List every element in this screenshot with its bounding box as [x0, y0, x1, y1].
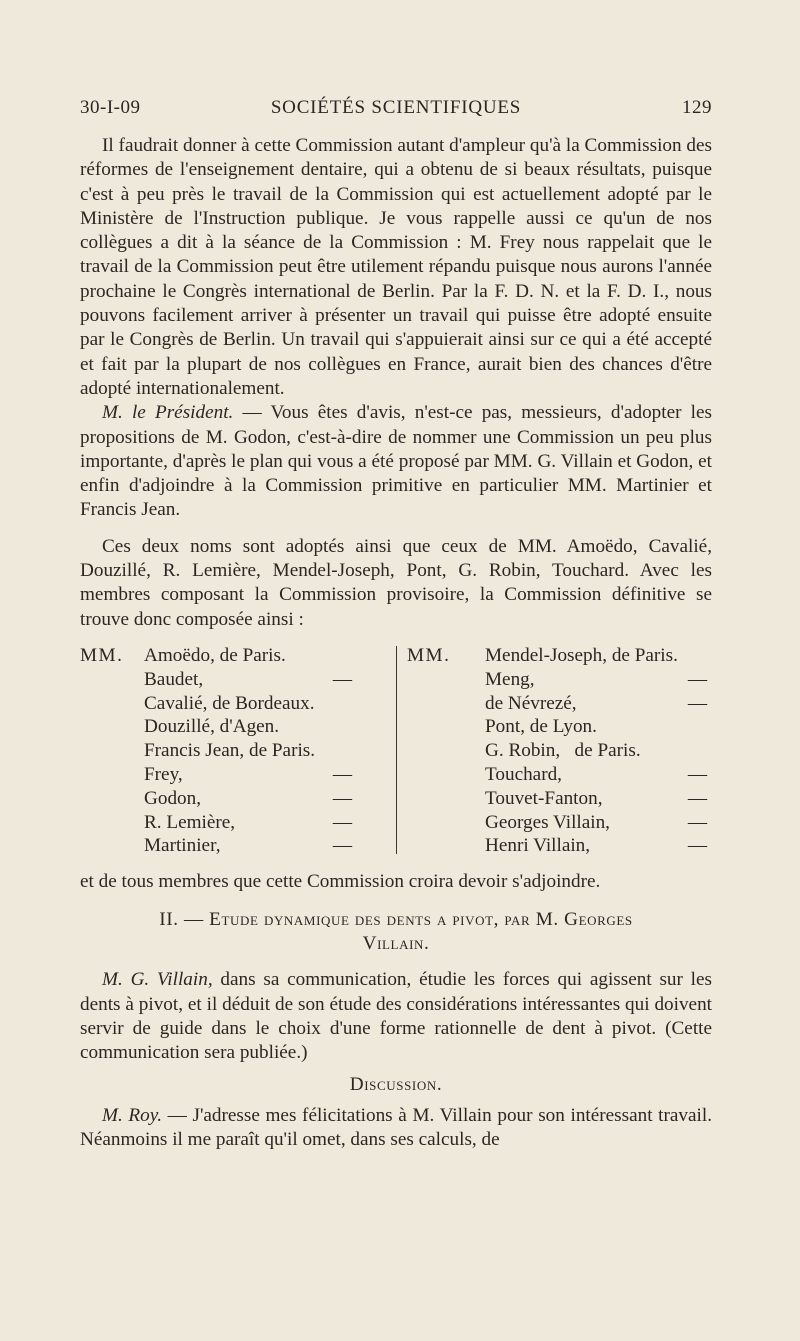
ditto-dash: — — [687, 763, 707, 785]
member-entry — [485, 787, 715, 811]
member-entry — [485, 668, 715, 692]
member-entry — [144, 715, 360, 739]
member-entry — [485, 834, 715, 858]
member-entry — [144, 787, 360, 811]
member-name: Francis Jean, de Paris. — [144, 740, 316, 762]
member-names-right — [485, 644, 715, 858]
ditto-dash: — — [687, 668, 707, 690]
member-name: Meng, — [485, 668, 535, 690]
ditto-dash: — — [687, 835, 707, 857]
member-entry — [144, 811, 360, 835]
member-name: G. Robin, de Paris. — [485, 740, 641, 762]
member-entry — [144, 668, 360, 692]
section-heading-line-1: II. — Etude dynamique des dents a pivot, par M. Georges — [159, 909, 633, 931]
section-heading — [80, 908, 712, 956]
member-name: Touvet-Fanton, — [485, 787, 603, 809]
paragraph-roy — [80, 1104, 712, 1153]
member-entry — [485, 692, 715, 716]
member-entry — [485, 763, 715, 787]
ditto-dash: — — [687, 692, 707, 714]
member-name: Georges Villain, — [485, 811, 610, 833]
member-name: Frey, — [144, 763, 183, 785]
member-name: Henri Villain, — [485, 835, 591, 857]
discussion-heading: Discussion. — [349, 1074, 443, 1096]
member-name: Godon, — [144, 787, 202, 809]
members-prefix: MM. — [80, 644, 124, 666]
page-body — [80, 134, 712, 1152]
villain-text: dans sa communication, étudie les forces qui agissent sur les dents à pivot, et il déduit de son étude des considérations intéressantes qui doivent servir de guide dans le choix d'une forme rationnelle de dent à pivot. (Cette communication sera publiée.) — [80, 969, 712, 1064]
member-entry — [485, 715, 715, 739]
paragraph-president — [80, 401, 712, 522]
page-header — [80, 97, 712, 123]
members-list — [80, 644, 712, 858]
member-name: Baudet, — [144, 668, 204, 690]
speaker-president: M. le Président. — [102, 402, 234, 424]
speaker-villain: M. G. Villain, — [102, 969, 213, 991]
member-name: Martinier, — [144, 835, 221, 857]
ditto-dash: — — [687, 787, 707, 809]
member-name: de Névrezé, — [485, 692, 577, 714]
member-name: Douzillé, d'Agen. — [144, 716, 280, 738]
member-name: Pont, de Lyon. — [485, 716, 597, 738]
paragraph-villain — [80, 968, 712, 1065]
header-title: SOCIÉTÉS SCIENTIFIQUES — [270, 97, 522, 118]
paragraph-adoption: Ces deux noms sont adoptés ainsi que ceux de MM. Amoëdo, Cavalié, Douzillé, R. Lemière, Mendel-Joseph, Pont, G. Robin, Touchard. Avec les membres composant la Commission provisoire, la Commission définitive se trouve donc composée ainsi : — [80, 535, 712, 630]
president-text: — Vous êtes d'avis, n'est-ce pas, messieurs, d'adopter les propositions de M. Godon, c'est-à-dire de nommer une Commission un peu plus importante, d'après le plan qui vous a été proposé par MM. G. Villain et Godon, et enfin d'adjoindre à la Commission primitive en particulier MM. Martinier et Francis Jean. — [80, 402, 712, 521]
member-name: Amoëdo, de Paris. — [144, 644, 286, 666]
member-entry — [144, 763, 360, 787]
member-entry — [485, 739, 715, 763]
member-name: Cavalié, de Bordeaux. — [144, 692, 315, 714]
speaker-roy: M. Roy. — [102, 1104, 162, 1126]
member-entry — [144, 834, 360, 858]
page-number: 129 — [682, 97, 712, 118]
members-prefix: MM. — [407, 644, 451, 666]
member-name: R. Lemière, — [144, 811, 236, 833]
section-heading-line-2: Villain. — [362, 933, 430, 955]
member-entry — [144, 644, 360, 668]
member-names-left — [144, 644, 360, 858]
member-name: Mendel-Joseph, de Paris. — [485, 644, 678, 666]
member-entry — [144, 692, 360, 716]
paragraph-commission-scope: Il faudrait donner à cette Commission autant d'ampleur qu'à la Commission des réformes de l'enseignement dentaire, qui a obtenu de si beaux résultats, puisque c'est à peu près le travail de la Commission qui est actuellement adopté par le Ministère de l'Instruction publique. Je vous rappelle aussi ce qu'un de nos collègues a dit à la séance de la Commission : M. Frey nous rappelait que le travail de la Commission peut être utilement répandu puisque nous aurons l'année prochaine le Congrès international de Berlin. Par la F. D. N. et la F. D. I., nous pouvons facilement arriver à présenter un travail qui puisse être adopté ensuite par le Congrès de Berlin. Un travail qui s'appuierait ainsi sur ce qui a été accepté et fait par la plupart de nos collègues en France, aurait bien des chances d'être adopté internationalement. — [80, 135, 712, 399]
roy-text: — J'adresse mes félicitations à M. Villain pour son intéressant travail. Néanmoins il me paraît qu'il omet, dans ses calculs, de — [80, 1104, 712, 1151]
ditto-dash: — — [332, 811, 352, 833]
ditto-dash: — — [332, 835, 352, 857]
ditto-dash: — — [332, 668, 352, 690]
header-date: 30-I-09 — [80, 97, 141, 118]
member-entry — [485, 644, 715, 668]
member-entry — [485, 811, 715, 835]
ditto-dash: — — [687, 811, 707, 833]
member-entry — [144, 739, 360, 763]
ditto-dash: — — [332, 787, 352, 809]
member-name: Touchard, — [485, 763, 562, 785]
ditto-dash: — — [332, 763, 352, 785]
paragraph-closing: et de tous membres que cette Commission croira devoir s'adjoindre. — [80, 870, 601, 892]
column-divider — [396, 646, 397, 854]
